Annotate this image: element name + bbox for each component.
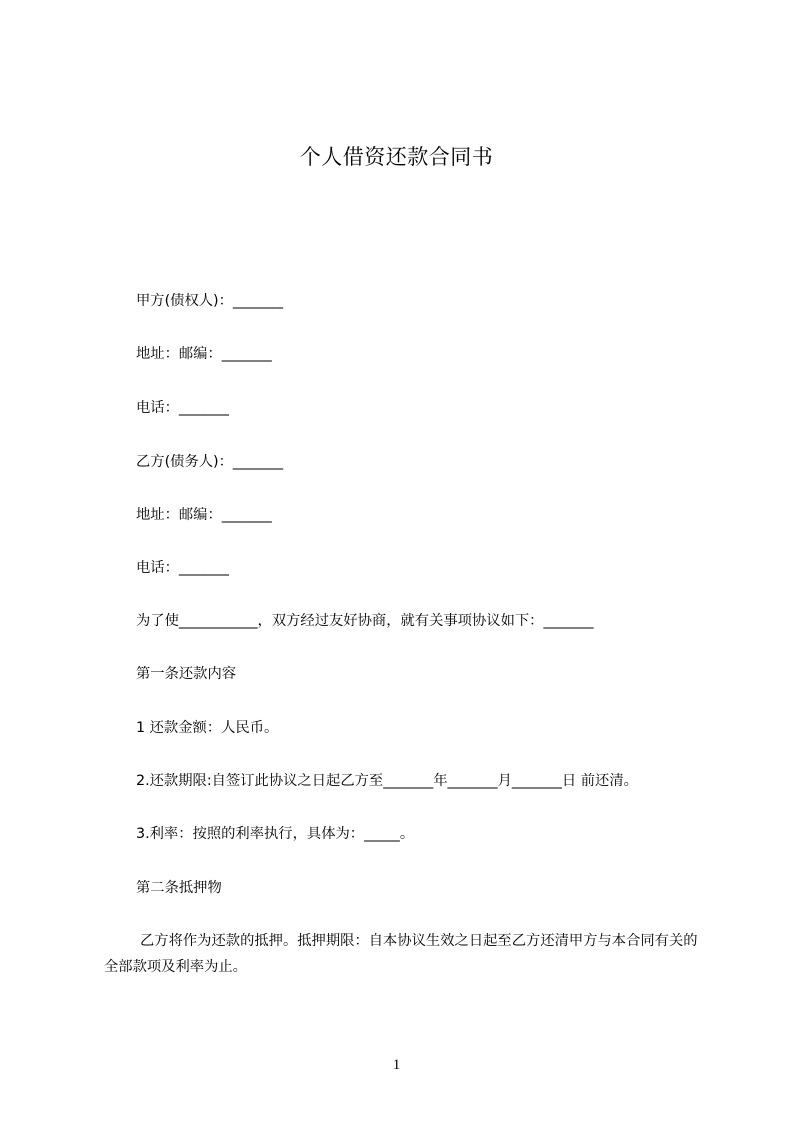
page-number: 1 [392, 1057, 401, 1073]
interest-rate-line: 3.利率：按照的利率执行，具体为：_____。 [136, 826, 415, 842]
party-b-address-line: 地址：邮编：_______ [136, 507, 272, 523]
repayment-deadline-line: 2.还款期限:自签订此协议之日起乙方至_______年_______月_______日 前还清。 [136, 773, 638, 789]
document-title: 个人借资还款合同书 [299, 145, 494, 169]
party-b-line: 乙方(债务人)：_______ [136, 454, 283, 470]
party-a-line: 甲方(债权人)：_______ [136, 293, 283, 309]
party-a-phone-line: 电话：_______ [136, 400, 229, 416]
purpose-line: 为了使___________，双方经过友好协商，就有关事项协议如下：_______ [136, 613, 594, 629]
party-a-address-line: 地址：邮编：_______ [136, 346, 272, 362]
article-one-heading: 第一条还款内容 [136, 666, 237, 682]
collateral-paragraph: 乙方将作为还款的抵押。抵押期限：自本协议生效之日起至乙方还清甲方与本合同有关的全部款项及利率为止。 [104, 933, 698, 975]
article-two-heading: 第二条抵押物 [136, 880, 222, 896]
party-b-phone-line: 电话：_______ [136, 560, 229, 576]
repayment-amount-line: 1 还款金额：人民币。 [136, 720, 279, 736]
